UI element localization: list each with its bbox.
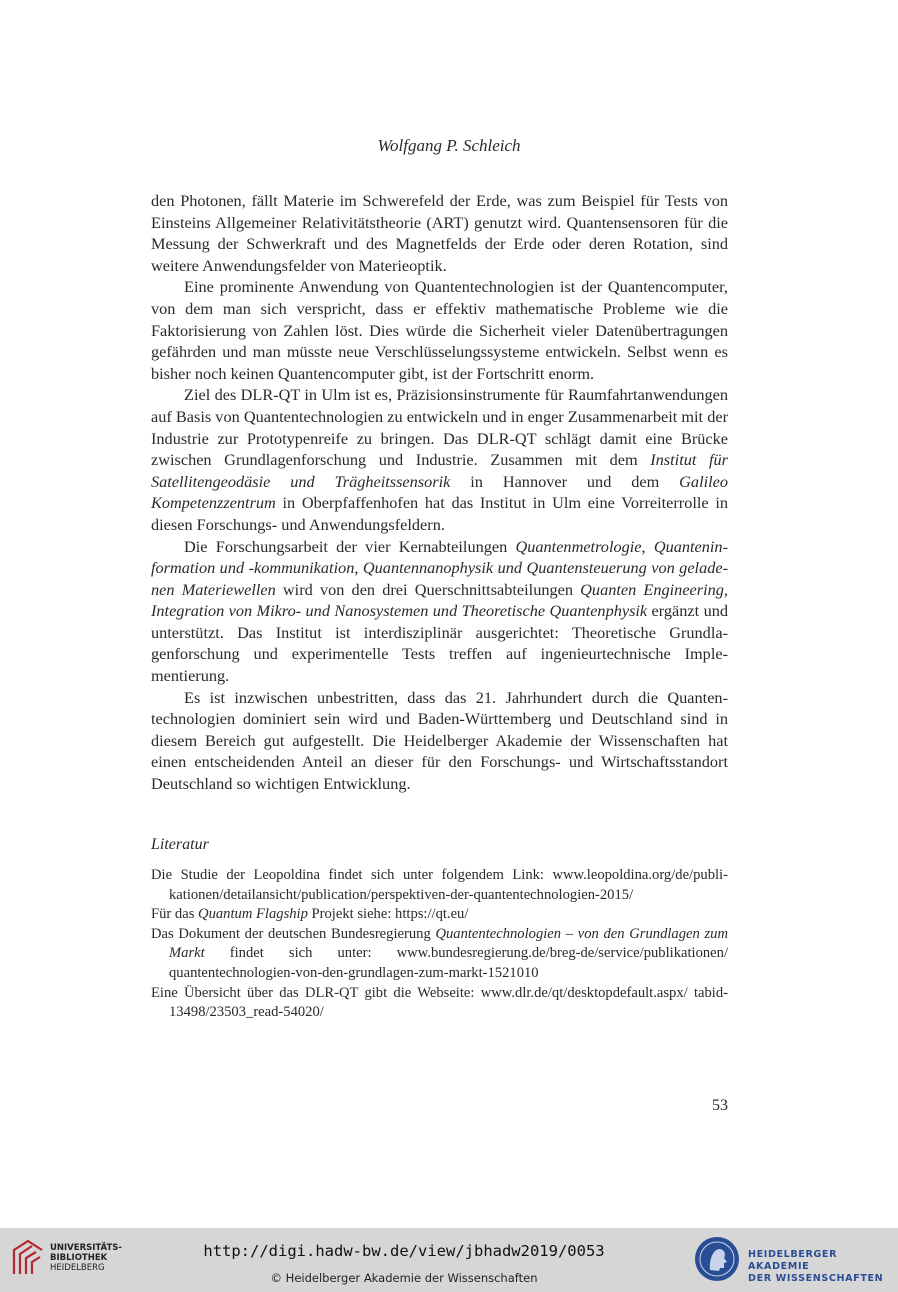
reference-text: findet sich unter: www.bundesregierung.de/breg-de/service/publikationen/ quantentechnologien-von-den-grundlagen-zum-markt-1521010 [169, 945, 728, 981]
paragraph-4-italic-3: Quantennanophysik und Quantensteuerung von geladenen Materiewellen [151, 558, 728, 599]
paragraph-4-italic-1: Quantenmetrologie [515, 536, 642, 556]
literature-heading: Literatur [151, 836, 209, 853]
paragraph-3-italic-1: Institut für Satellitengeodäsie und Trägheitssensorik [151, 450, 728, 491]
paragraph-4-text-4: wird von den drei Querschnittsabteilungen [275, 579, 581, 599]
footer-bar [0, 1228, 898, 1292]
paragraph-4-text-3: , [354, 558, 363, 578]
paragraph-4-italic-2: Quanteninformation und -kommunikation [151, 536, 728, 578]
paragraph-2: Eine prominente Anwendung von Quantentechnologien ist der Quantencomputer, von dem man sich verspricht, dass er effektiv mathematische Probleme wie die Faktorisierung von Zahlen löst. Dies würde die Sicherheit vieler Datenübertragungen gefährden und man müsste neue Verschlüsselungssysteme entwickeln. Selbst wenn es bisher noch keinen Quantencomputer gibt, ist der Fortschritt enorm. [151, 277, 728, 383]
ub-logo-line-2: BIBLIOTHEK [50, 1253, 108, 1263]
ub-logo-line-3: HEIDELBERG [50, 1263, 105, 1273]
paragraph-3 [151, 384, 728, 535]
hadw-logo[interactable] [694, 1236, 894, 1286]
ub-logo-text [50, 1243, 122, 1273]
paragraph-4 [151, 536, 728, 687]
hadw-logo-text [748, 1249, 894, 1285]
copyright-notice: © Heidelberger Akademie der Wissenschaften [270, 1271, 538, 1285]
reference-item [151, 925, 728, 984]
paragraph-4-text-1: Die Forschungsarbeit der vier Kernabteilungen [184, 536, 516, 556]
paragraph-4-text-2: , [641, 536, 654, 556]
body-text [151, 190, 728, 795]
ub-heidelberg-logo-icon [10, 1238, 46, 1278]
reference-item: Die Studie der Leopoldina findet sich unter folgendem Link: www.leopoldina.org/de/publikationen/detailansicht/publication/perspektiven-der-quantentechnologien-2015/ [151, 867, 728, 903]
permalink-url[interactable]: http://digi.hadw-bw.de/view/jbhadw2019/0053 [203, 1242, 605, 1260]
paragraph-4-italic-4: Quanten Engineering, Integration von Mikro- und Nanosystemen und Theoretische Quantenphysik [151, 579, 728, 621]
paragraph-4-text-5: ergänzt und unterstützt. Das Institut ist interdisziplinär ausgerichtet: Theoretische Grundlagenforschung und experimentelle Tests treffen auf ingenieurtechnische Implementierung. [151, 601, 728, 686]
ub-heidelberg-logo[interactable] [10, 1238, 128, 1282]
reference-text: Für das [151, 906, 199, 923]
running-head: Wolfgang P. Schleich [377, 136, 521, 155]
paragraph-3-text-1: Ziel des DLR-QT in Ulm ist es, Präzisionsinstrumente für Raumfahrtanwendungen auf Basis von Quantentechnologien zu entwickeln und in enger Zusammenarbeit mit der Industrie zur Prototypenreife zu bringen. Das DLR-QT schlägt damit eine Brücke zwischen Grundlagenforschung und Industrie. Zusammen mit dem [151, 385, 728, 470]
reference-list [151, 866, 728, 1023]
hadw-logo-line-2: DER WISSENSCHAFTEN [748, 1273, 884, 1284]
reference-text: Projekt siehe: https://qt.eu/ [307, 906, 469, 923]
hadw-logo-line-1: HEIDELBERGER AKADEMIE [748, 1249, 838, 1272]
reference-italic: Quantum Flagship [198, 906, 308, 923]
paragraph-5: Es ist inzwischen unbestritten, dass das 21. Jahrhundert durch die Quantentechnologien dominiert sein wird und Baden-Württemberg und Deutschland sind in diesem Bereich gut aufgestellt. Die Heidelberger Akademie der Wissenschaften hat einen entscheidenden Anteil an dieser für den Forschungs- und Wirtschaftsstandort Deutschland so wichtigen Entwicklung. [151, 687, 728, 794]
reference-text: Das Dokument der deutschen Bundesregierung [151, 925, 436, 942]
page-number: 53 [712, 1097, 728, 1114]
reference-italic: Quantentechnologien – von den Grundlagen zum Markt [169, 925, 728, 962]
paragraph-3-text-3: in Oberpfaffenhofen hat das Institut in Ulm eine Vorreiterrolle in diesen Forschungs- und Anwendungsfeldern. [151, 493, 728, 534]
reference-item [151, 905, 728, 925]
hadw-seal-icon [694, 1236, 740, 1282]
reference-item: Eine Übersicht über das DLR-QT gibt die Webseite: www.dlr.de/qt/desktopdefault.aspx/ tabid-13498/23503_read-54020/ [151, 984, 728, 1021]
paragraph-3-text-2: in Hannover und dem [450, 471, 680, 491]
ub-logo-line-1: UNIVERSITÄTS- [50, 1243, 122, 1253]
paragraph-1: den Photonen, fällt Materie im Schwerefeld der Erde, was zum Beispiel für Tests von Einsteins Allgemeiner Relativitätstheorie (ART) genutzt wird. Quantensensoren für die Messung der Schwerkraft und des Magnetfelds der Erde oder deren Rotation, sind weitere Anwendungsfelder von Materieoptik. [151, 191, 728, 275]
paragraph-3-italic-2: Galileo Kompetenzzentrum [151, 471, 729, 513]
